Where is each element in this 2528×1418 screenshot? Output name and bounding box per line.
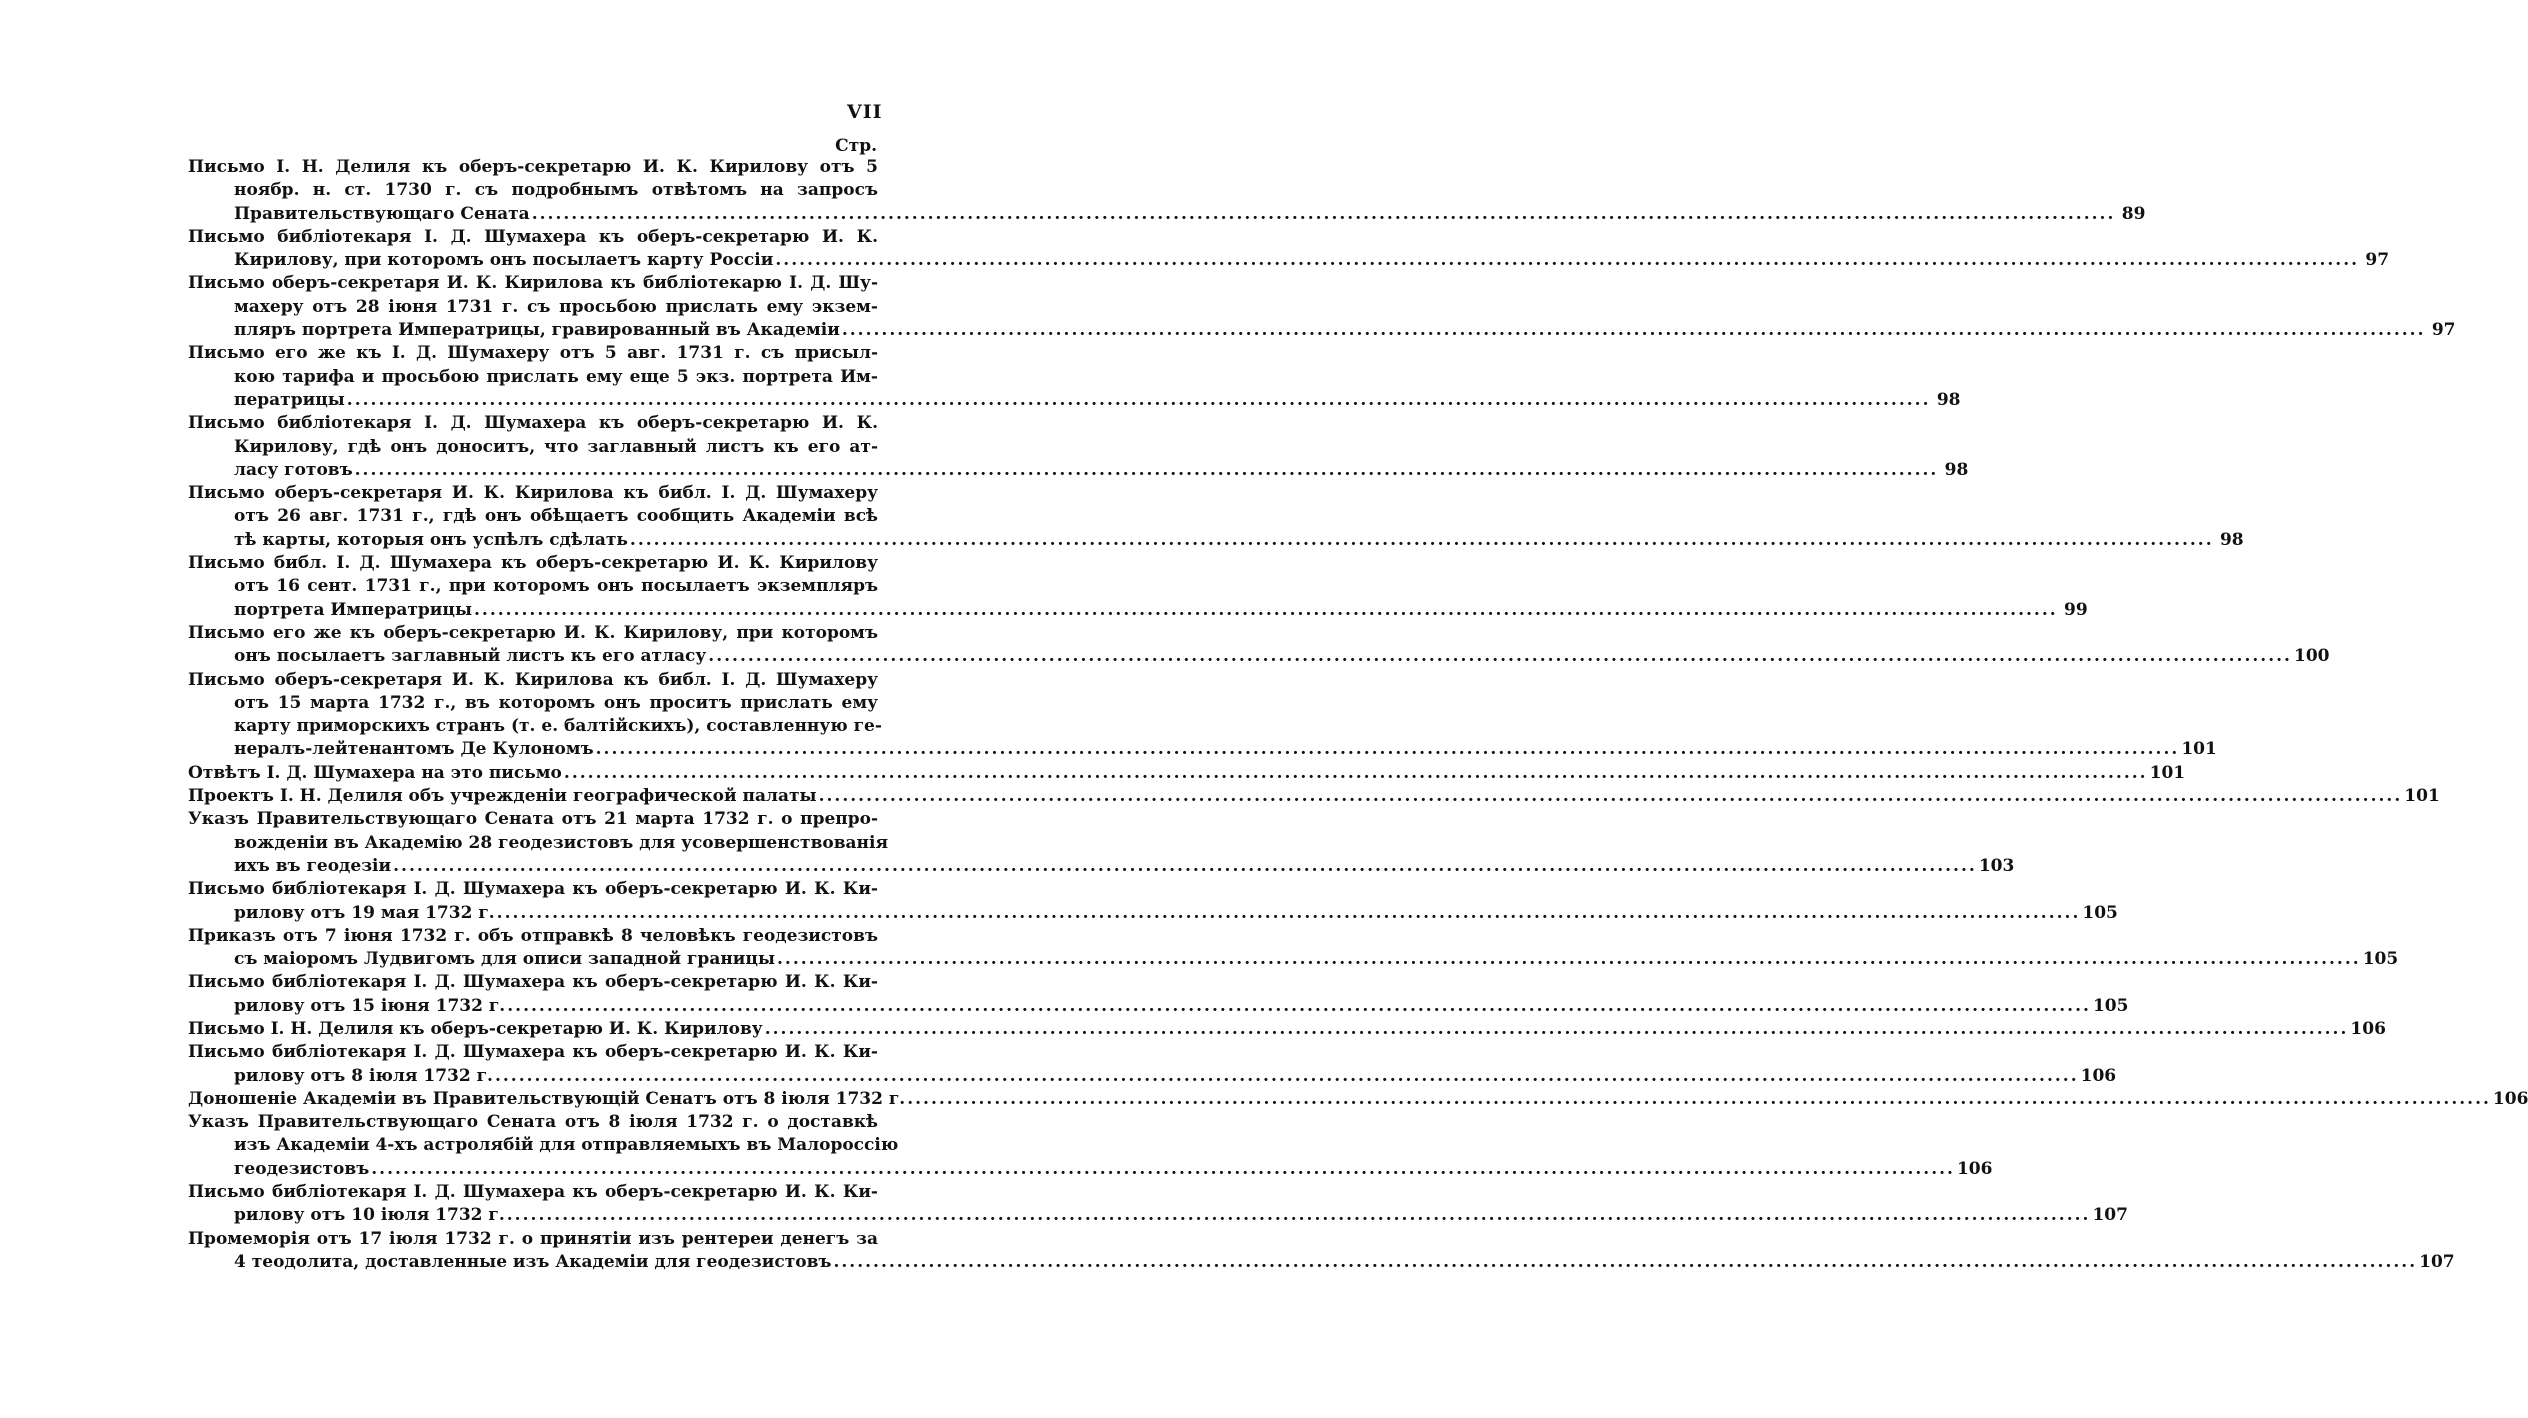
toc-entry-text: Промеморія отъ 17 іюля 1732 г. о принятіи изъ рентереи денегъ за [188, 1228, 878, 1249]
toc-entry [188, 482, 2244, 552]
toc-entry-line [188, 1251, 2455, 1274]
toc-entry-text: съ маіоромъ Лудвигомъ для описи западной границы [234, 949, 775, 970]
toc-entry-text: ласу готовъ [234, 459, 353, 480]
dot-leader [775, 249, 2359, 272]
toc-page-number: 101 [2149, 762, 2186, 783]
toc-entry-text: Письмо библ. І. Д. Шумахера къ оберъ-секретарю И. К. Кирилову [188, 553, 878, 574]
dot-leader [393, 855, 1977, 878]
toc-entry-line [188, 785, 2440, 808]
toc-entry-text: рилову отъ 8 іюля 1732 г. [234, 1065, 493, 1086]
dot-leader [532, 203, 2116, 226]
toc-entry [188, 762, 2186, 785]
toc-entry-text: отъ 16 сент. 1731 г., при которомъ онъ посылаетъ экземпляръ [234, 576, 878, 597]
toc-entry [188, 552, 2088, 622]
toc-entry-text: Приказъ отъ 7 іюня 1732 г. объ отправкѣ 8 человѣкъ геодезистовъ [188, 925, 878, 946]
dot-leader [497, 902, 2081, 925]
toc-entry-line [188, 505, 878, 528]
toc-page-number: 98 [2219, 529, 2244, 550]
toc-entry-line [188, 319, 2456, 342]
toc-page-number: 106 [1956, 1158, 1993, 1179]
toc-entry-line [188, 226, 878, 249]
toc-entry-line [188, 296, 878, 319]
toc-page-number: 101 [2181, 739, 2217, 760]
toc-entry-line [188, 1111, 878, 1134]
toc-entry-line [188, 156, 878, 179]
dot-leader [819, 785, 2403, 808]
toc-entry [188, 669, 2217, 762]
toc-entry-line [188, 179, 878, 202]
toc-entry [188, 622, 2330, 669]
toc-entry-line [188, 808, 878, 831]
toc-entry-text: Правительствующаго Сената [234, 203, 530, 224]
toc-entry-text: Письмо І. Н. Делиля къ оберъ-секретарю И. К. Кирилову [188, 1018, 763, 1039]
toc-entry-text: Указъ Правительствующаго Сената отъ 8 іюля 1732 г. о доставкѣ [188, 1112, 878, 1133]
dot-leader [495, 1065, 2079, 1088]
dot-leader [596, 738, 2180, 761]
toc-entry [188, 342, 1961, 412]
toc-entry-line [188, 436, 878, 459]
toc-page-number: 101 [2404, 786, 2440, 807]
toc-entry-text: Письмо оберъ-секретаря И. К. Кирилова къ библіотекарю І. Д. Шу- [188, 273, 878, 294]
toc-entry-text: Кирилову, при которомъ онъ посылаетъ карту Россіи [234, 250, 774, 271]
toc-entry-text: 4 теодолита, доставленные изъ Академіи для геодезистовъ [234, 1251, 832, 1272]
toc-entry-line [188, 412, 878, 435]
toc-entry-line [188, 1228, 878, 1251]
toc-entry-text: рилову отъ 10 іюля 1732 г. [234, 1205, 505, 1226]
dot-leader [907, 1088, 2491, 1111]
toc-entry-line [188, 1204, 2128, 1227]
toc-entry [188, 272, 2456, 342]
toc-entry-text: кою тарифа и просьбою прислать ему еще 5 экз. портрета Им- [234, 366, 878, 387]
dot-leader [355, 459, 1939, 482]
toc-entry-line [188, 669, 878, 692]
toc-page-number: 89 [2121, 203, 2146, 224]
toc-entry [188, 1111, 1993, 1181]
toc-entry-line [188, 692, 878, 715]
toc-entry-line [188, 1181, 878, 1204]
toc-page-number: 98 [1944, 459, 1969, 480]
toc-entry-text: геодезистовъ [234, 1158, 370, 1179]
toc-entry-line [188, 552, 878, 575]
toc-page-number: 106 [2080, 1065, 2117, 1086]
toc-entry-text: Письмо библіотекаря І. Д. Шумахера къ оберъ-секретарю И. К. Ки- [188, 972, 878, 993]
toc-entry-text: Письмо библіотекаря І. Д. Шумахера къ оберъ-секретарю И. К. Ки- [188, 879, 878, 900]
page-column-heading: Стр. [835, 136, 877, 156]
toc-entry-line [188, 1088, 2528, 1111]
toc-page-number: 98 [1936, 389, 1961, 410]
toc-entry-line [188, 575, 878, 598]
dot-leader [842, 319, 2426, 342]
page-number: VII [847, 101, 883, 123]
toc-entry-text: портрета Императрицы [234, 599, 472, 620]
toc-entry-text: Проектъ І. Н. Делиля объ учрежденіи географической палаты [188, 786, 817, 807]
toc-page-number: 107 [2419, 1251, 2455, 1272]
dot-leader [630, 529, 2214, 552]
toc-entry [188, 1088, 2528, 1111]
toc-entry-text: рилову отъ 19 мая 1732 г. [234, 902, 495, 923]
toc-entry-text: онъ посылаетъ заглавный листъ къ его атласу [234, 646, 707, 667]
toc-entry-text: Письмо І. Н. Делиля къ оберъ-секретарю И. К. Кирилову отъ 5 [188, 157, 878, 177]
toc-entry-text: карту приморскихъ странъ (т. е. балтійскихъ), составленную ге- [234, 716, 882, 737]
toc-entry-line [188, 762, 2186, 785]
toc-entry-line [188, 1158, 1993, 1181]
toc-entry [188, 1018, 2386, 1041]
toc-entry-text: отъ 26 авг. 1731 г., гдѣ онъ обѣщаетъ сообщить Академіи всѣ [234, 506, 878, 527]
toc-page-number: 100 [2293, 646, 2330, 667]
toc-entry-line [188, 995, 2129, 1018]
toc-entry-text: Отвѣтъ І. Д. Шумахера на это письмо [188, 762, 562, 783]
toc-entry-line [188, 1065, 2117, 1088]
toc-page-number: 107 [2092, 1205, 2128, 1226]
toc-entry [188, 785, 2440, 808]
toc-entry-text: Письмо библіотекаря І. Д. Шумахера къ оберъ-секретарю И. К. [188, 413, 878, 434]
toc-entry-text: Указъ Правительствующаго Сената отъ 21 марта 1732 г. о препро- [188, 809, 878, 830]
toc-entry-line [188, 482, 878, 505]
toc-entry-line [188, 1041, 878, 1064]
toc-page-number: 105 [2082, 902, 2118, 923]
toc-entry-text: ихъ въ геодезіи [234, 855, 392, 876]
toc-entry-line [188, 529, 2244, 552]
toc-entry-line [188, 878, 878, 901]
dot-leader [371, 1158, 1955, 1181]
dot-leader [347, 389, 1931, 412]
toc-page-number: 105 [2362, 949, 2399, 970]
toc-entry-text: Письмо библіотекаря І. Д. Шумахера къ оберъ-секретарю И. К. [188, 226, 878, 247]
toc-entry-line [188, 599, 2088, 622]
toc-entry-line [188, 645, 2330, 668]
toc-entry-text: ноябр. н. ст. 1730 г. съ подробнымъ отвѣтомъ на запросъ [234, 180, 878, 201]
toc-page-number: 97 [2431, 320, 2456, 341]
dot-leader [708, 645, 2292, 668]
toc-page-number: 99 [2064, 599, 2088, 620]
toc-entry-text: Письмо библіотекаря І. Д. Шумахера къ оберъ-секретарю И. К. Ки- [188, 1042, 878, 1063]
toc-entry-text: Доношеніе Академіи въ Правительствующій Сенатъ отъ 8 іюля 1732 г. [188, 1088, 906, 1109]
table-of-contents [188, 156, 2528, 1274]
toc-entry [188, 412, 1969, 482]
toc-entry-text: нералъ-лейтенантомъ Де Кулономъ [234, 739, 594, 760]
toc-entry-text: пляръ портрета Императрицы, гравированный въ Академіи [234, 320, 840, 341]
dot-leader [777, 948, 2361, 971]
toc-entry-text: Письмо оберъ-секретаря И. К. Кирилова къ библ. І. Д. Шумахеру [188, 483, 878, 504]
toc-entry [188, 156, 2146, 226]
toc-entry-line [188, 203, 2146, 226]
toc-entry-line [188, 342, 878, 365]
toc-entry-text: тѣ карты, которыя онъ успѣлъ сдѣлать [234, 529, 628, 550]
toc-entry [188, 1041, 2117, 1088]
toc-entry-line [188, 948, 2399, 971]
toc-entry [188, 878, 2118, 925]
toc-entry [188, 226, 2390, 273]
toc-page-number: 103 [1978, 855, 2015, 876]
toc-entry-text: отъ 15 марта 1732 г., въ которомъ онъ проситъ прислать ему [234, 692, 878, 713]
toc-entry [188, 1228, 2455, 1275]
dot-leader [507, 1204, 2091, 1227]
toc-entry-text: вожденіи въ Академію 28 геодезистовъ для усовершенствованія [234, 832, 889, 853]
dot-leader [474, 599, 2058, 622]
toc-entry-line [188, 1134, 899, 1157]
toc-page-number: 106 [2492, 1088, 2528, 1109]
dot-leader [765, 1018, 2349, 1041]
toc-entry-text: Письмо оберъ-секретаря И. К. Кирилова къ библ. І. Д. Шумахеру [188, 669, 878, 690]
dot-leader [507, 995, 2091, 1018]
toc-entry-text: Кирилову, гдѣ онъ доноситъ, что заглавный листъ къ его ат- [234, 436, 878, 457]
toc-entry-line [188, 971, 878, 994]
toc-entry-text: Письмо его же къ оберъ-секретарю И. К. Кирилову, при которомъ [188, 622, 878, 643]
toc-entry-line [188, 738, 2217, 761]
toc-entry-text: рилову отъ 15 іюня 1732 г. [234, 995, 506, 1016]
toc-entry [188, 925, 2399, 972]
toc-entry-line [188, 459, 1969, 482]
toc-entry-line [188, 925, 878, 948]
toc-page-number: 105 [2092, 995, 2129, 1016]
toc-entry-line [188, 622, 878, 645]
toc-entry-line [188, 855, 2015, 878]
toc-entry [188, 971, 2129, 1018]
toc-entry-text: Письмо его же къ І. Д. Шумахеру отъ 5 авг. 1731 г. съ присыл- [188, 343, 878, 364]
toc-entry-text: махеру отъ 28 іюня 1731 г. съ просьбою прислать ему экзем- [234, 296, 878, 317]
dot-leader [564, 762, 2148, 785]
toc-entry-line [188, 715, 882, 738]
toc-entry-line [188, 1018, 2386, 1041]
toc-entry-line [188, 249, 2390, 272]
toc-entry [188, 1181, 2128, 1228]
toc-entry-line [188, 366, 878, 389]
dot-leader [833, 1251, 2417, 1274]
toc-entry-line [188, 902, 2118, 925]
toc-entry-text: изъ Академіи 4-хъ астролябій для отправляемыхъ въ Малороссію [234, 1135, 899, 1156]
toc-page-number: 106 [2350, 1018, 2386, 1039]
toc-entry-line [188, 389, 1961, 412]
toc-entry-line [188, 832, 889, 855]
toc-entry [188, 808, 2015, 878]
toc-entry-text: Письмо библіотекаря І. Д. Шумахера къ оберъ-секретарю И. К. Ки- [188, 1182, 878, 1203]
toc-entry-text: ператрицы [234, 389, 345, 410]
toc-page-number: 97 [2365, 250, 2390, 271]
toc-entry-line [188, 272, 878, 295]
